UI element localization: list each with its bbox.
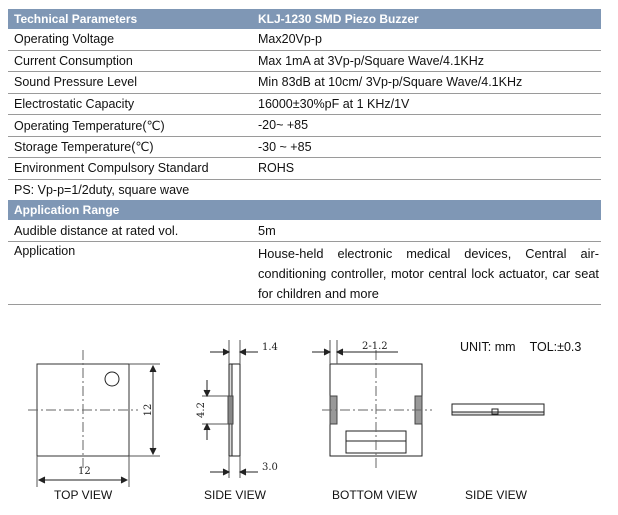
arrow-down <box>204 390 210 396</box>
technical-header-label: Technical Parameters <box>8 9 252 29</box>
param-label: Current Consumption <box>8 50 252 72</box>
top-height-label: 12 <box>143 403 154 417</box>
arrow-right <box>223 349 229 355</box>
bottom-pad-label: 2-1.2 <box>362 341 388 352</box>
param-label: Electrostatic Capacity <box>8 93 252 115</box>
top-view-sound-hole <box>105 372 119 386</box>
param-label: Operating Voltage <box>8 29 252 51</box>
side-view-2-drawing <box>452 404 544 415</box>
param-value: 16000±30%pF at 1 KHz/1V <box>252 93 601 115</box>
note-text: PS: Vp-p=1/2duty, square wave <box>14 182 190 197</box>
unit-label: UNIT: mm <box>460 340 516 354</box>
param-value: Min 83dB at 10cm/ 3Vp-p/Square Wave/4.1KHz <box>252 72 601 94</box>
param-value: -20~ +85 <box>252 115 601 137</box>
bottom-view-label: BOTTOM VIEW <box>332 488 418 502</box>
arrow-right <box>324 349 330 355</box>
arrow-left <box>240 469 246 475</box>
application-header-label: Application Range <box>8 200 252 220</box>
side-view-drawing <box>202 340 258 478</box>
param-label: Environment Compulsory Standard <box>8 158 252 180</box>
arrow-right <box>121 477 127 483</box>
side-view-pad <box>228 396 233 424</box>
side-pad-label: 4.2 <box>196 402 207 418</box>
arrow-left <box>39 477 45 483</box>
application-label: Application <box>8 241 252 304</box>
param-label: Operating Temperature(℃) <box>8 115 252 137</box>
param-value: ROHS <box>252 158 601 180</box>
param-label: Storage Temperature(℃) <box>8 136 252 158</box>
param-value: -30 ~ +85 <box>252 136 601 158</box>
side-view-2-label: SIDE VIEW <box>465 488 528 502</box>
tolerance-label: TOL:±0.3 <box>529 340 582 354</box>
arrow-left <box>240 349 246 355</box>
side-thickness-label: 1.4 <box>262 342 278 353</box>
top-width-label: 12 <box>78 466 91 477</box>
audible-value: 5m <box>252 220 601 242</box>
arrow-up <box>150 366 156 372</box>
top-view-drawing <box>28 350 160 487</box>
audible-label: Audible distance at rated vol. <box>8 220 252 242</box>
bottom-view-drawing <box>312 340 432 470</box>
arrow-right <box>223 469 229 475</box>
param-value: Max 1mA at 3Vp-p/Square Wave/4.1KHz <box>252 50 601 72</box>
technical-header-model: KLJ-1230 SMD Piezo Buzzer <box>252 9 601 29</box>
arrow-left <box>337 349 343 355</box>
arrow-down <box>150 448 156 454</box>
arrow-up <box>204 424 210 430</box>
param-label: Sound Pressure Level <box>8 72 252 94</box>
param-value: Max20Vp-p <box>252 29 601 51</box>
side-total-label: 3.0 <box>262 462 278 473</box>
unit-tolerance-note <box>460 340 595 354</box>
application-value: House-held electronic medical devices, Central air-conditioning controller, motor central lock actuator, car seat for children and more <box>252 241 601 304</box>
side-view-label: SIDE VIEW <box>204 488 267 502</box>
top-view-label: TOP VIEW <box>54 488 113 502</box>
